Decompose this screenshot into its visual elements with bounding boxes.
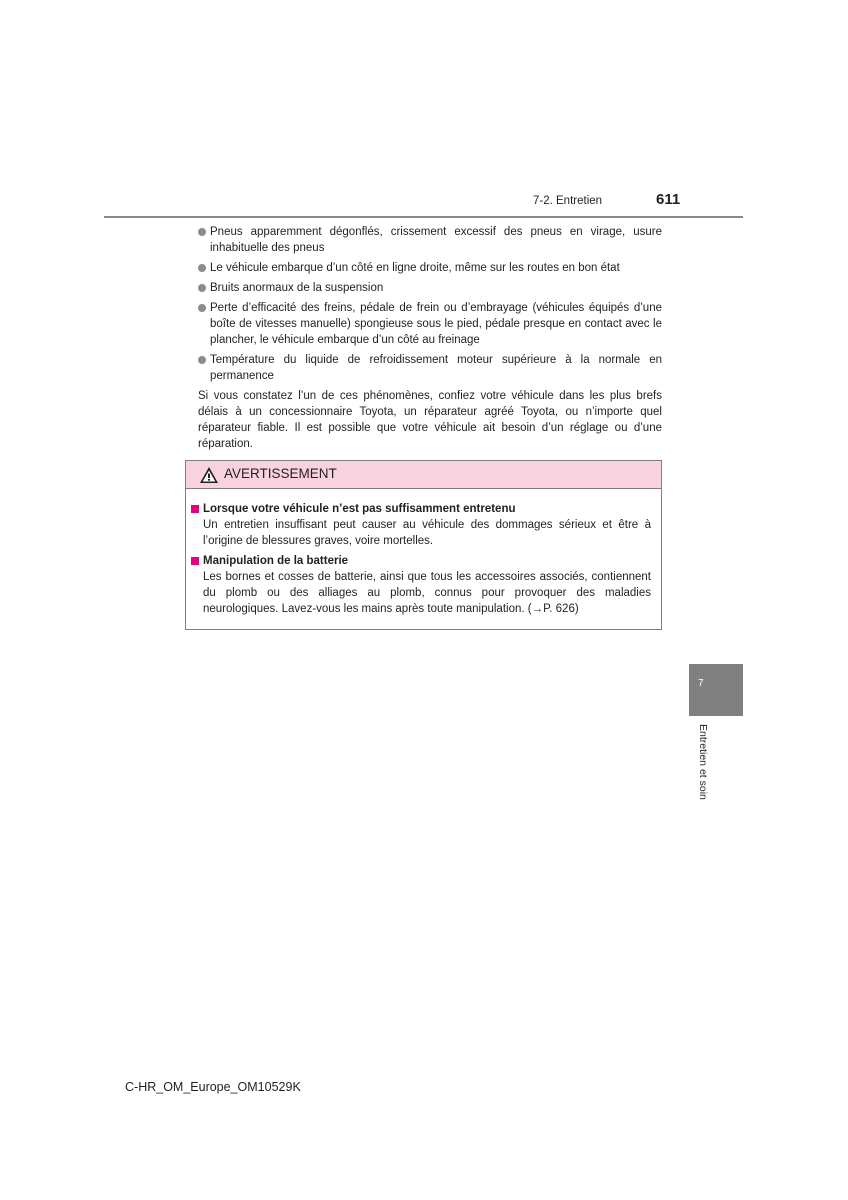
warning-section-heading [191, 553, 651, 569]
bullet-text: Le véhicule embarque d’un côté en ligne droite, même sur les routes en bon état [210, 262, 620, 274]
section-title: 7-2. Entretien [533, 195, 603, 207]
bullet-icon [198, 264, 206, 272]
header-divider [104, 216, 743, 218]
warning-heading-text: Lorsque votre véhicule n’est pas suffisamment entretenu [203, 503, 516, 515]
bullet-text: Perte d’efficacité des freins, pédale de frein ou d’embrayage (véhicules équipés d’une boîte de vitesses manuelle) spongieuse sous le pied, pédale presque en contact avec le plancher, le véhicule embarque d’un côté au freinage [210, 302, 662, 346]
warning-header [186, 461, 661, 489]
bullet-item [198, 300, 662, 348]
chapter-number: 7 [698, 678, 704, 689]
bullet-icon [198, 356, 206, 364]
bullet-item [198, 260, 662, 276]
warning-body [186, 489, 661, 617]
bullet-text: Température du liquide de refroidissement moteur supérieure à la normale en permanence [210, 354, 662, 382]
body-paragraph: Si vous constatez l’un de ces phénomènes, confiez votre véhicule dans les plus brefs délais à un concessionnaire Toyota, un réparateur agréé Toyota, ou n’importe quel réparateur fiable. Il est possible que votre véhicule ait besoin d’un réglage ou d’une réparation. [198, 390, 662, 450]
bullet-text: Bruits anormaux de la suspension [210, 282, 384, 294]
bullet-item [198, 352, 662, 384]
chapter-label: Entretien et soin [697, 724, 709, 800]
square-bullet-icon [191, 557, 199, 565]
warning-section-heading [191, 501, 651, 517]
bullet-icon [198, 304, 206, 312]
document-code: C-HR_OM_Europe_OM10529K [125, 1080, 301, 1094]
warning-section-text: Un entretien insuffisant peut causer au véhicule des dommages sérieux et être à l’origine de blessures graves, voire mortelles. [203, 519, 651, 547]
square-bullet-icon [191, 505, 199, 513]
bullet-item [198, 280, 662, 296]
warning-box [185, 460, 662, 630]
page-number: 611 [656, 191, 681, 208]
bullet-icon [198, 284, 206, 292]
main-content [198, 224, 662, 452]
warning-heading-text: Manipulation de la batterie [203, 555, 349, 567]
warning-triangle-icon [199, 466, 219, 484]
warning-section-text: Les bornes et cosses de batterie, ainsi que tous les accessoires associés, contiennent du plomb ou des alliages au plomb, connus pour provoquer des maladies neurologiques. Lavez-vous les mains après toute manipulation. (→P. 626) [203, 571, 651, 615]
bullet-text: Pneus apparemment dégonflés, crissement excessif des pneus en virage, usure inhabituelle des pneus [210, 226, 662, 254]
bullet-icon [198, 228, 206, 236]
bullet-item [198, 224, 662, 256]
chapter-tab [689, 664, 743, 716]
warning-title: AVERTISSEMENT [224, 466, 337, 481]
